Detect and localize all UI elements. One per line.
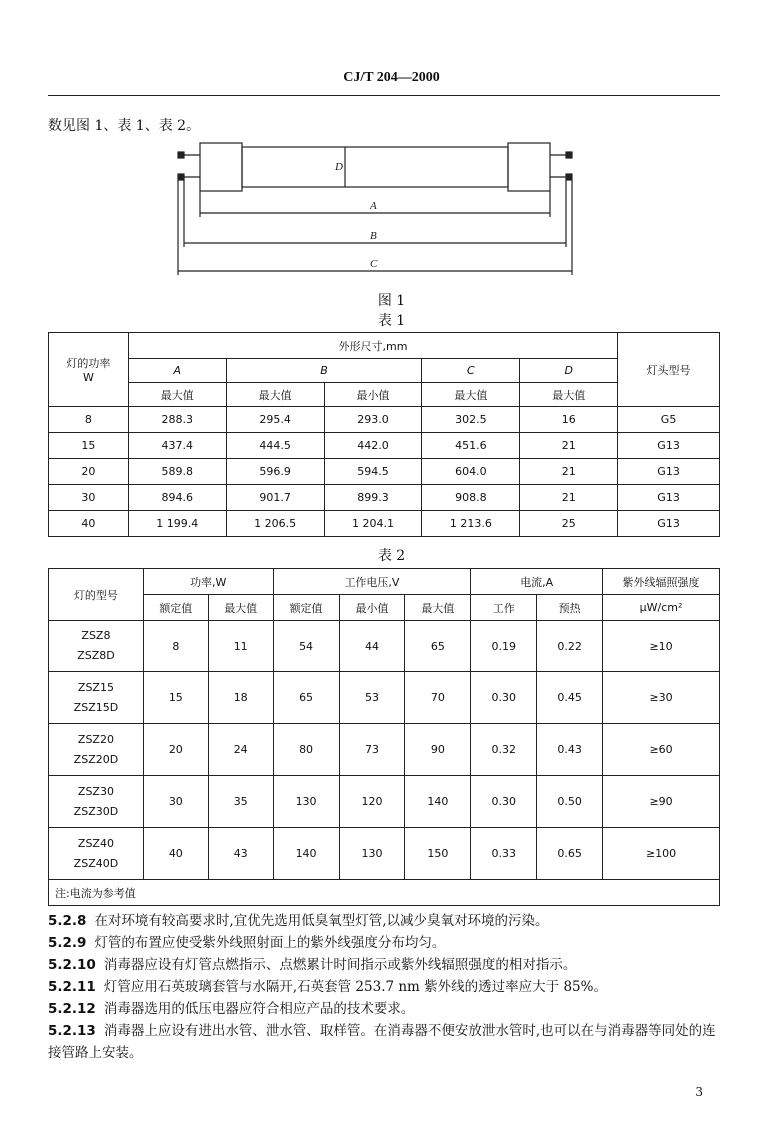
- table-cell: 25: [520, 511, 618, 537]
- table-cell: 589.8: [128, 459, 226, 485]
- table-cell: ≥100: [603, 828, 720, 880]
- table-cell: ≥90: [603, 776, 720, 828]
- t1-sub: 最大值: [520, 383, 618, 407]
- t2-group-current: 电流,A: [471, 569, 603, 595]
- table-cell: 40: [49, 511, 129, 537]
- table-cell: 0.32: [471, 724, 537, 776]
- table-cell: 0.30: [471, 672, 537, 724]
- table-cell: 908.8: [422, 485, 520, 511]
- table-cell: ZSZ20D: [73, 752, 119, 766]
- clause-5-2-10: [48, 954, 728, 976]
- table-cell: 594.5: [324, 459, 422, 485]
- table-cell: 0.19: [471, 621, 537, 672]
- table-cell: 0.43: [537, 724, 603, 776]
- table-cell: 120: [339, 776, 405, 828]
- table-cell: 44: [339, 621, 405, 672]
- table-cell: ≥10: [603, 621, 720, 672]
- t1-dim-d: D: [520, 359, 618, 383]
- table-cell: G13: [618, 459, 720, 485]
- table-cell: ZSZ8D: [77, 649, 115, 662]
- table-cell: 43: [208, 828, 273, 880]
- table-row: [49, 407, 720, 433]
- table-cell: 899.3: [324, 485, 422, 511]
- dim-label-d: D: [335, 161, 343, 173]
- table-cell: ZSZ30D: [73, 804, 119, 818]
- table-cell: 5.2.13: [48, 1023, 96, 1039]
- table-cell: 0.45: [537, 672, 603, 724]
- t1-col-cap: 灯头型号: [618, 333, 720, 407]
- table-cell: 53: [339, 672, 405, 724]
- table-cell: 140: [405, 776, 471, 828]
- page-number: 3: [695, 1085, 703, 1099]
- header-rule: [48, 95, 720, 96]
- table-cell: 73: [339, 724, 405, 776]
- table-cell: G13: [618, 433, 720, 459]
- table-row: [49, 672, 720, 724]
- table-cell: 0.65: [537, 828, 603, 880]
- t2-group-voltage: 工作电压,V: [273, 569, 471, 595]
- table-cell: 8: [49, 407, 129, 433]
- t2-sub: 最小值: [339, 595, 405, 621]
- table-cell: 0.33: [471, 828, 537, 880]
- t2-sub: 额定值: [273, 595, 339, 621]
- t1-col-power: 灯的功率 W: [49, 333, 129, 407]
- table-cell: ≥30: [603, 672, 720, 724]
- clause-5-2-11: [48, 976, 728, 998]
- table-cell: 1 204.1: [324, 511, 422, 537]
- table-cell: 444.5: [226, 433, 324, 459]
- table-cell: 1 213.6: [422, 511, 520, 537]
- table-cell: 1 199.4: [128, 511, 226, 537]
- table-cell: 293.0: [324, 407, 422, 433]
- table-cell: 140: [273, 828, 339, 880]
- dim-label-c: C: [370, 258, 378, 270]
- table-cell: ZSZ15: [77, 680, 114, 694]
- table-cell: 8: [143, 621, 208, 672]
- t1-sub: 最大值: [422, 383, 520, 407]
- table-cell: 0.22: [537, 621, 603, 672]
- table-cell: 35: [208, 776, 273, 828]
- table-cell: 0.50: [537, 776, 603, 828]
- t2-col-model: 灯的型号: [49, 569, 144, 621]
- figure-caption: 图 1: [377, 293, 406, 309]
- dim-label-a: A: [370, 200, 377, 212]
- t2-sub: 最大值: [208, 595, 273, 621]
- table-cell: 288.3: [128, 407, 226, 433]
- table-cell: ≥60: [603, 724, 720, 776]
- t2-col-uv: 紫外线辐照强度: [603, 569, 720, 595]
- table-cell: 5.2.12: [48, 1001, 96, 1017]
- table1: [48, 332, 720, 537]
- table-cell: 消毒器上应设有进出水管、泄水管、取样管。在消毒器不便安放泄水管时,也可以在与消毒器等同处的连接管路上安装。: [48, 1023, 716, 1061]
- table-cell: 30: [49, 485, 129, 511]
- t1-dim-a: A: [128, 359, 226, 383]
- table-cell: 442.0: [324, 433, 422, 459]
- t2-note: 注:电流为参考值: [49, 880, 720, 906]
- table-cell: 11: [208, 621, 273, 672]
- clause-5-2-13: [48, 1020, 728, 1064]
- table-cell: G5: [618, 407, 720, 433]
- table-cell: 消毒器应设有灯管点燃指示、点燃累计时间指示或紫外线辐照强度的相对指示。: [103, 957, 577, 973]
- t2-sub: 工作: [471, 595, 537, 621]
- table-cell: 130: [273, 776, 339, 828]
- table2-title: 表 2: [377, 548, 406, 564]
- clause-5-2-12: [48, 998, 728, 1020]
- table-cell: G13: [618, 485, 720, 511]
- table-row: [49, 776, 720, 828]
- table2: [48, 568, 720, 906]
- clause-5-2-8: [48, 910, 728, 932]
- table-cell: 70: [405, 672, 471, 724]
- table-cell: 5.2.10: [48, 957, 96, 973]
- table-cell: 302.5: [422, 407, 520, 433]
- intro-text: 数见图 1、表 1、表 2。: [48, 118, 201, 134]
- table-cell: 65: [405, 621, 471, 672]
- table-cell: 5.2.9: [48, 935, 87, 951]
- table-cell: 15: [143, 672, 208, 724]
- table-cell: 54: [273, 621, 339, 672]
- table-cell: 65: [273, 672, 339, 724]
- table-cell: 80: [273, 724, 339, 776]
- table-cell: 16: [520, 407, 618, 433]
- table-cell: 30: [143, 776, 208, 828]
- t2-col-uv-unit: μW/cm²: [603, 595, 720, 621]
- table-cell: ZSZ15D: [73, 700, 119, 714]
- table-cell: 150: [405, 828, 471, 880]
- t2-sub: 额定值: [143, 595, 208, 621]
- table-cell: 90: [405, 724, 471, 776]
- table-cell: 295.4: [226, 407, 324, 433]
- table-cell: 在对环境有较高要求时,宜优先选用低臭氧型灯管,以减少臭氧对环境的污染。: [94, 913, 549, 929]
- table-cell: ZSZ20: [77, 732, 114, 746]
- table-cell: 灯管的布置应使受紫外线照射面上的紫外线强度分布均匀。: [94, 935, 446, 951]
- t1-group-dimensions: 外形尺寸,mm: [128, 333, 617, 359]
- table-cell: ZSZ40: [77, 836, 114, 850]
- t1-sub: 最大值: [128, 383, 226, 407]
- table-row: [49, 621, 720, 672]
- table-cell: 1 206.5: [226, 511, 324, 537]
- table-cell: 24: [208, 724, 273, 776]
- table-cell: 130: [339, 828, 405, 880]
- t2-sub: 预热: [537, 595, 603, 621]
- table-cell: 5.2.11: [48, 979, 96, 995]
- t1-sub: 最小值: [324, 383, 422, 407]
- table-cell: 21: [520, 433, 618, 459]
- table-cell: 596.9: [226, 459, 324, 485]
- table-cell: 5.2.8: [48, 913, 87, 929]
- table1-title: 表 1: [377, 313, 406, 329]
- table-cell: ZSZ30: [77, 784, 114, 798]
- table-cell: 20: [143, 724, 208, 776]
- table-cell: 894.6: [128, 485, 226, 511]
- table-row: [49, 485, 720, 511]
- table-cell: 灯管应用石英玻璃套管与水隔开,石英套管 253.7 nm 紫外线的透过率应大于 85%。: [103, 979, 607, 995]
- table-row: [49, 511, 720, 537]
- t1-dim-c: C: [422, 359, 520, 383]
- table-cell: 901.7: [226, 485, 324, 511]
- table-cell: ZSZ40D: [73, 856, 119, 870]
- table-cell: 0.30: [471, 776, 537, 828]
- t2-sub: 最大值: [405, 595, 471, 621]
- table-row: [49, 828, 720, 880]
- table-cell: 40: [143, 828, 208, 880]
- table-row: [49, 433, 720, 459]
- t1-dim-b: B: [226, 359, 422, 383]
- table-cell: 15: [49, 433, 129, 459]
- table-cell: 21: [520, 459, 618, 485]
- table-cell: 消毒器选用的低压电器应符合相应产品的技术要求。: [103, 1001, 415, 1017]
- table-cell: 451.6: [422, 433, 520, 459]
- table-cell: 604.0: [422, 459, 520, 485]
- table-cell: 21: [520, 485, 618, 511]
- t2-group-power: 功率,W: [143, 569, 273, 595]
- table-cell: 20: [49, 459, 129, 485]
- table-row: [49, 459, 720, 485]
- t1-sub: 最大值: [226, 383, 324, 407]
- standard-code: CJ/T 204—2000: [343, 70, 440, 85]
- table-row: [49, 724, 720, 776]
- clause-5-2-9: [48, 932, 728, 954]
- lamp-tube-diagram: [170, 135, 600, 285]
- table-cell: 18: [208, 672, 273, 724]
- table-cell: 437.4: [128, 433, 226, 459]
- table-cell: G13: [618, 511, 720, 537]
- table-cell: ZSZ8: [81, 629, 111, 642]
- dim-label-b: B: [370, 230, 377, 242]
